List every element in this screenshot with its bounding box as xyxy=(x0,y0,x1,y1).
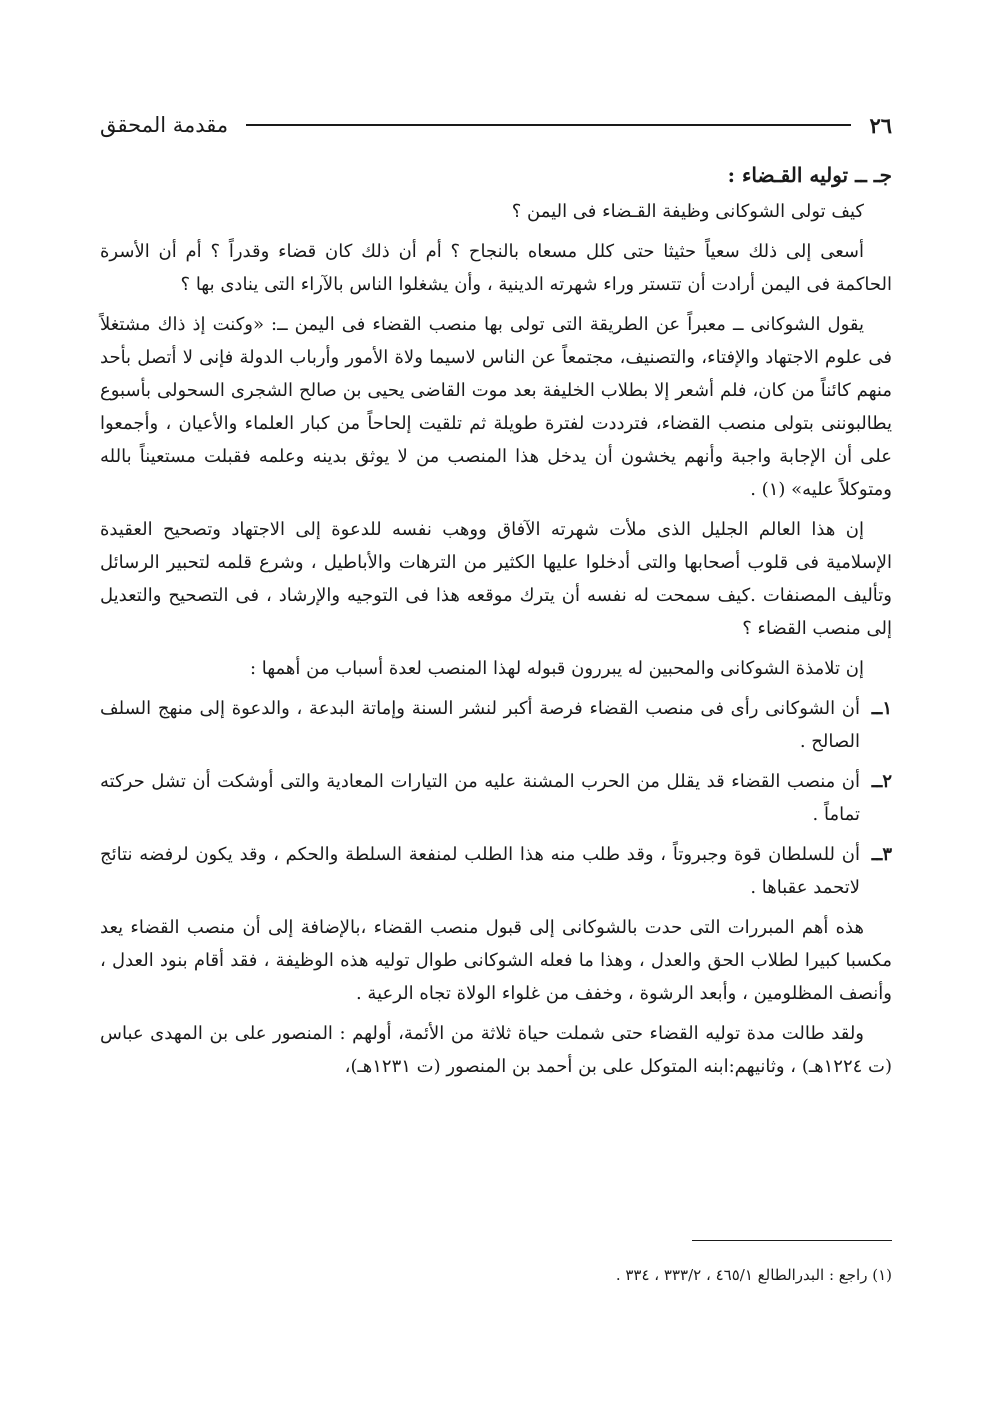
paragraph: هذه أهم المبررات التى حدت بالشوكانى إلى قبول منصب القضاء ،بالإضافة إلى أن منصب القضاء يعد مكسبا كبيرا لطلاب الحق والعدل ، وهذا ما فعله الشوكانى طوال توليه هذه الوظيفة ، فقد أقام بنود العدل ، وأنصف المظلومين ، وأبعد الرشوة ، وخفف من غلواء الولاة تجاه الرعية . xyxy=(100,917,892,1004)
page-header xyxy=(100,100,892,150)
list-text: أن للسلطان قوة وجبروتاً ، وقد طلب منه هذا الطلب لمنفعة السلطة والحكم ، وقد يكون لرفضه نتائج لاتحمد عقباها . xyxy=(100,844,860,898)
list-item xyxy=(100,838,892,904)
footnote-rule xyxy=(692,1240,892,1241)
body-text xyxy=(100,195,892,1083)
footnote-area xyxy=(100,1240,892,1289)
list-number: ٢ــ xyxy=(871,771,892,792)
paragraph: إن تلامذة الشوكانى والمحبين له يبررون قبوله لهذا المنصب لعدة أسباب من أهمها : xyxy=(249,658,864,679)
page-number: ٢٦ xyxy=(869,112,892,138)
paragraph: إن هذا العالم الجليل الذى ملأت شهرته الآفاق ووهب نفسه للدعوة إلى الاجتهاد وتصحيح العقيدة الإسلامية فى قلوب أصحابها والتى أدخلوا عليها الكثير من الترهات والأباطيل ، وشرع قلمه لتحبير الرسائل وتأليف المصنفات .كيف سمحت له نفسه أن يترك موقعه هذا فى التوجيه والإرشاد ، فى التصحيح والتعديل إلى منصب القضاء ؟ xyxy=(100,519,892,639)
paragraph: يقول الشوكانى ــ معبراً عن الطريقة التى تولى بها منصب القضاء فى اليمن ــ: «وكنت إذ ذاك مشتغلاً فى علوم الاجتهاد والإفتاء، والتصنيف، مجتمعاً عن الناس لاسيما ولاة الأمور وأرباب الدولة فإنى لا أتصل بأحد منهم كائناً من كان، فلم أشعر إلا بطلاب الخليفة بعد موت القاضى يحيى بن صالح الشجرى السحولى بأسبوع يطالبوننى بتولى منصب القضاء، فترددت لفترة طويلة ثم تلقيت إلحاحاً من كبار العلماء والأعيان ، وأجمعوا على أن الإجابة واجبة وأنهم يخشون أن يدخل هذا المنصب من لا يوثق بدينه وعلمه فقبلت مستعيناً بالله ومتوكلاً عليه» (١) . xyxy=(100,314,892,500)
header-rule xyxy=(246,124,851,126)
list-text: أن منصب القضاء قد يقلل من الحرب المشنة عليه من التيارات المعادية والتى أوشكت أن تشل حركته تماماً . xyxy=(100,771,860,825)
document-page xyxy=(100,100,892,1284)
list-number: ١ــ xyxy=(871,698,892,719)
list-item xyxy=(100,692,892,758)
footnote: (١) راجع : البدرالطالع ٤٦٥/١ ، ٣٣٣/٢ ، ٣٣٤ . xyxy=(615,1266,892,1284)
list-number: ٣ــ xyxy=(871,844,892,865)
section-heading: جـ ــ توليه القـضاء : xyxy=(727,163,892,187)
paragraph: ولقد طالت مدة توليه القضاء حتى شملت حياة ثلاثة من الأئمة، أولهم : المنصور على بن المهدى عباس (ت ١٢٢٤هـ) ، وثانيهم:ابنه المتوكل على بن أحمد بن المنصور (ت ١٢٣١هـ)، xyxy=(100,1023,892,1077)
running-title: مقدمة المحقق xyxy=(100,113,229,137)
list-text: أن الشوكانى رأى فى منصب القضاء فرصة أكبر لنشر السنة وإماتة البدعة ، والدعوة إلى منهج السلف الصالح . xyxy=(100,698,860,752)
list-item xyxy=(100,765,892,831)
paragraph: أسعى إلى ذلك سعياً حثيثا حتى كلل مسعاه بالنجاح ؟ أم أن ذلك كان قضاء وقدراً ؟ أم أن الأسرة الحاكمة فى اليمن أرادت أن تتستر وراء شهرته الدينية ، وأن يشغلوا الناس بالآراء التى ينادى بها ؟ xyxy=(100,241,892,295)
paragraph: كيف تولى الشوكانى وظيفة القـضاء فى اليمن ؟ xyxy=(511,201,864,222)
